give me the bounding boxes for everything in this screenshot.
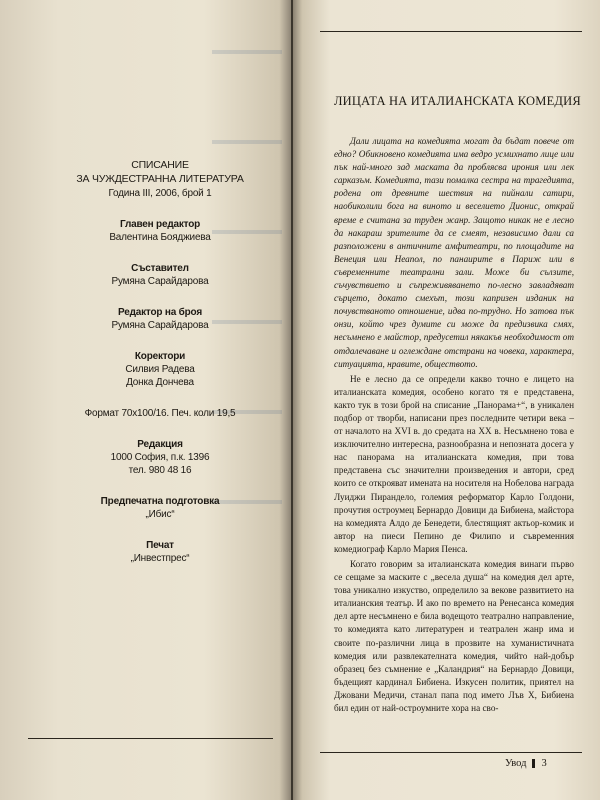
- credit-issue-editor: [40, 306, 280, 332]
- credit-editor-in-chief: [40, 218, 280, 244]
- credit-compiler: [40, 262, 280, 288]
- article-paragraph: Не е лесно да се определи какво точно е лицето на италианската комедия, особено когато тя е представена, както тук в този брой на списание „Панорама+“, в уникален подбор от творби, написани през последните четири века – от началото на XVI в. до средата на XX в. Несъмнено това е изключително интересна, разнообразна и непозната досега у нас панорама на италианската комедия, при това представена със значителни произведения и автори, сред които се открояват имената на носителя на Нобелова награда Луиджи Пирандело, големия реформатор Карло Голдони, прочутия остроумец Бернардо Довици да Бибиена, майстора на комедията Алдо де Бенедети, блестящият актьор-комик и автор на пиеси Пепино де Филипо и съвременния комедиограф Карло Мария Пенса.: [334, 373, 574, 554]
- credit-name: Румяна Сарайдарова: [111, 320, 209, 331]
- credit-role: Съставител: [131, 263, 189, 274]
- credit-name: Румяна Сарайдарова: [111, 276, 209, 287]
- credit-prepress: [40, 495, 280, 521]
- magazine-title-line1: СПИСАНИЕ: [131, 159, 189, 171]
- credit-role: Редактор на броя: [118, 307, 202, 318]
- editorial-office: [40, 438, 280, 477]
- credit-name: Донка Дончева: [126, 377, 194, 388]
- footer-separator: [532, 759, 535, 768]
- credit-role: Печат: [146, 540, 174, 551]
- credit-name: „Ибис“: [145, 509, 175, 520]
- issue-info: Година III, 2006, брой 1: [108, 188, 212, 199]
- credit-role: Предпечатна подготовка: [100, 496, 220, 507]
- credit-role: Редакция: [137, 439, 183, 450]
- bottom-rule: [28, 738, 273, 739]
- editorial-phone: тел. 980 48 16: [128, 465, 192, 476]
- credit-role: Главен редактор: [119, 219, 201, 230]
- article-paragraph: Когато говорим за италианската комедия винаги първо се сещаме за маските с „весела душа“ на комедия дел арте, това уникално изкуство, определило за векове развитието на италианския театър. И ако по времето на Ренесанса комедия дел арте несъмнено е била водещото театрално направление, то комедията като литературен и театрален жанр има и своите по-различни лица в прозвите на хуманистичната комедия или развлекателната комедия, чийто най-добър образец без съмнение е „Каландрия“ на Бернардо Довици, бъдещият кардинал Бибиена. Изкусен политик, приятел на Джовани Медичи, станал папа под името Лъв Х, Бибиена бил един от най-остроумните хора на сво-: [334, 559, 574, 714]
- article: [334, 94, 581, 715]
- editorial-address: 1000 София, п.к. 1396: [110, 452, 210, 463]
- article-title: ЛИЦАТА НА ИТАЛИАНСКАТА КОМЕДИЯ: [334, 94, 581, 108]
- bottom-rule: [320, 752, 582, 753]
- credit-name: Валентина Бояджиева: [109, 232, 211, 243]
- article-paragraph: Дали лицата на комедията могат да бъдат повече от едно? Обикновено комедията има ведро усмихнато лице или пък най-много зад маската да проблясва ирония или лек сарказъм. Комедията, тази помалка сестра на трагедията, родена от древните шествия на пийнали сатири, наобиколили бога на виното и веселието Дионис, открай време е считана за труден жанр. Защото никак не е лесно да накараш зрителите да се смеят, независимо дали са разположени в античните амфитеатри, по площадите на Венеция или Неапол, по панаирите в Париж или в съвременните театрални зали. Може би сълзите, съчувствието и съпреживяването по-лесно завладяват сърцето, докато смехът, този капризен изданик на почувстваното отношение, идва по-трудно. Но затова пък онзи, който чрез думите си може да предизвика смях, несъмнено е майстор, предусетил някакъв необходимост от отдалечаване и оглеждане отстрани на човека, характера, ситуацията, нравите, обществото.: [334, 136, 574, 369]
- credit-role: Коректори: [134, 351, 186, 362]
- left-page: [0, 0, 291, 800]
- credit-printing: [40, 539, 280, 565]
- credit-proofreaders: [40, 350, 280, 389]
- credit-name: „Инвестпрес“: [130, 553, 190, 564]
- credit-name: Силвия Радева: [125, 364, 195, 375]
- section-label: Увод: [505, 758, 527, 769]
- imprint-block: [40, 158, 280, 565]
- page-number: 3: [541, 758, 547, 769]
- magazine-title-line2: ЗА ЧУЖДЕСТРАННА ЛИТЕРАТУРА: [76, 173, 244, 185]
- print-format: Формат 70х100/16. Печ. коли 19,5: [84, 408, 236, 419]
- top-rule: [320, 31, 582, 32]
- page-footer: [505, 758, 585, 769]
